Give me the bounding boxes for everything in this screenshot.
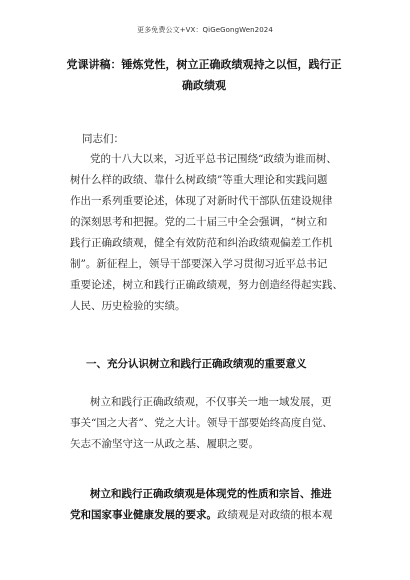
title-line-1: 党课讲稿：锤炼党性，树立正确政绩观持之以恒，践行正 (66, 58, 342, 71)
paragraph-line: 践行正确政绩观，健全有效防范和纠治政绩观偏差工作机 (70, 237, 333, 249)
paragraph-continuation: 政绩观是对政绩的根本观 (217, 509, 333, 521)
paragraph-intro (70, 149, 348, 317)
title-line-2: 确政绩观 (182, 79, 226, 92)
paragraph-line: 作出一系列重要论述，体现了对新时代干部队伍建设规律 (70, 195, 333, 207)
section-heading: 一、充分认识树立和践行正确政绩观的重要意义 (86, 358, 307, 370)
paragraph-line: 树立和践行正确政绩观，不仅事关一地一域发展，更 (90, 396, 332, 408)
bold-lead-line: 树立和践行正确政绩观是体现党的性质和宗旨、推进 (90, 488, 332, 500)
paragraph-line: 制”。新征程上，领导干部要深入学习贯彻习近平总书记 (70, 258, 328, 270)
paragraph-line: 党的十八大以来，习近平总书记围绕“政绩为谁而树、 (90, 153, 337, 165)
paragraph-significance (70, 392, 348, 455)
paragraph-line: 矢志不渝坚守这一从政之基、履职之要。 (70, 438, 259, 450)
document-title (64, 54, 344, 96)
paragraph-line: 的深刻思考和把握。党的二十届三中全会强调，“树立和 (70, 216, 328, 228)
bold-lead-tail: 党和国家事业健康发展的要求。 (70, 509, 217, 521)
paragraph-line: 人民、历史检验的实绩。 (70, 300, 186, 312)
paragraph-line: 事关“国之大者”、党之大计。领导干部要始终高度自觉、 (70, 417, 333, 429)
paragraph-party-nature (70, 484, 352, 526)
salutation: 同志们： (82, 133, 124, 145)
paragraph-line: 树什么样的政绩、靠什么树政绩”等重大理论和实践问题 (70, 174, 328, 186)
promo-banner: 更多免费公文+VX：QiGeGongWen2024 (137, 26, 273, 34)
paragraph-line: 重要论述，树立和践行正确政绩观，努力创造经得起实践、 (70, 279, 343, 291)
